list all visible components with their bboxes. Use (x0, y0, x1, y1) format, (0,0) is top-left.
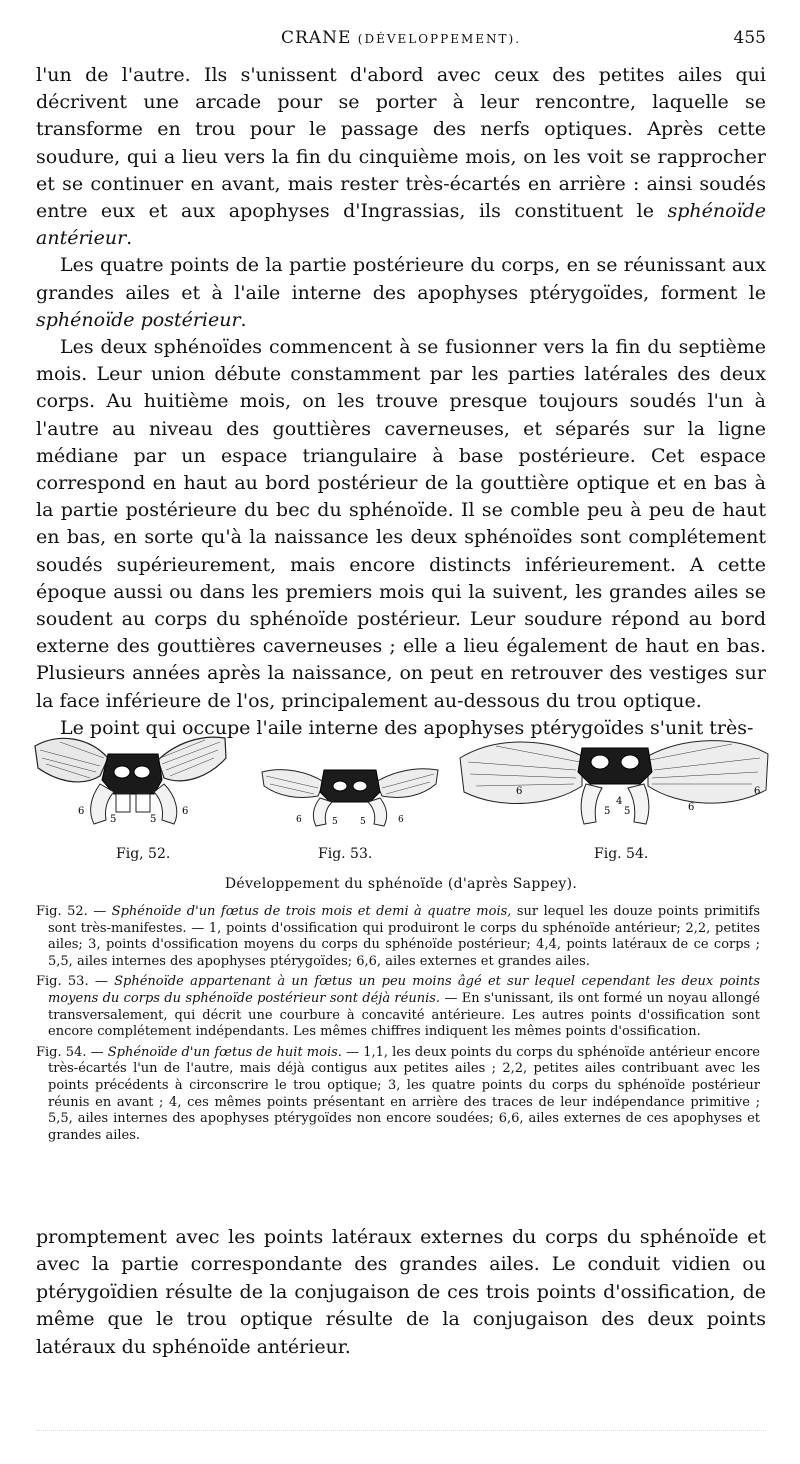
page-number: 455 (733, 28, 766, 48)
figure-52-mark-right: 6 (182, 806, 189, 817)
legend-53-title: Sphénoïde appartenant à un fœtus un peu moins âgé et sur lequel cependant les deux points moyens du corps du sphénoïde postérieur sont déjà réunis. (48, 974, 761, 1006)
figure-52-label: Fig, 52. (116, 846, 171, 862)
legend-52-text: sur lequel les douze points primitifs sont très-manifestes. — 1, points d'ossification qui produiront le corps du sphénoïde antérieur; 2,2, petites ailes; 3, points d'ossification moyens du corps du sphénoïde postérieur; 4,4, points latéraux de ce corps ; 5,5, ailes internes des apophyses ptérygoïdes; 6,6, ailes externes et grandes ailes. (48, 904, 761, 969)
paragraph-1-italic: sphénoïde antérieur (36, 200, 766, 250)
running-title (36, 28, 766, 48)
figure-54-mark-6: 6 (688, 802, 695, 813)
paragraph-1-tail: . (126, 227, 133, 250)
paragraph-2-text: Les quatre points de la partie postérieure du corps, en se réunissant aux grandes ailes et à l'aile interne des apophyses ptérygoïdes, forment le (36, 254, 766, 304)
paragraph-2 (36, 252, 766, 334)
paragraph-3-text: Les deux sphénoïdes commencent à se fusionner vers la fin du septième mois. Leur union débute constamment par les parties latérales des deux corps. Au huitième mois, on les trouve presque toujours soudés l'un à l'autre au niveau des gouttières caverneuses, et séparés sur la ligne médiane par un espace triangulaire à base postérieure. Cet espace correspond en haut au bord postérieur de la gouttière optique et en bas à la partie postérieure du bec du sphénoïde. Il se comble peu à peu de haut en bas, en sorte qu'à la naissance les deux sphénoïdes sont complétement soudés supérieurement, mais encore distincts inférieurement. A cette époque aussi ou dans les premiers mois qui la suivent, les grandes ailes se soudent au corps du sphénoïde postérieur. Leur soudure répond au bord externe des gouttières caverneuses ; elle a lieu également de haut en bas. Plusieurs années après la naissance, on peut en retrouver des vestiges sur la face inférieure de l'os, principalement au-dessous du trou optique. (36, 336, 766, 712)
figure-54-mark-4: 4 (616, 796, 623, 807)
paragraph-2-tail: . (240, 308, 247, 331)
legend-fig-54 (36, 1045, 760, 1145)
paragraph-2-italic: sphénoïde postérieur (36, 308, 241, 331)
figure-53-mark-5b: 5 (360, 817, 366, 827)
legend-53-text: — En s'unissant, ils ont formé un noyau allongé transversalement, qui décrit une courbure à concavité antérieure. Les autres points d'ossification sont encore complétement indépendants. Les mêmes chiffres indiquent les mêmes points d'ossification. (48, 990, 761, 1040)
legend-fig-52 (36, 904, 760, 970)
figures-row (28, 728, 772, 868)
figure-53-mark-left: 6 (296, 815, 302, 825)
legend-54-prefix: Fig. 54. — (36, 1044, 108, 1060)
figure-54-mark-5a: 5 (604, 806, 611, 817)
figure-53-mark-right: 6 (398, 815, 404, 825)
figure-53-label: Fig. 53. (318, 846, 373, 862)
figure-52-mark-5b: 5 (150, 814, 157, 825)
body-text-top (36, 62, 766, 742)
body-text-bottom (36, 1224, 766, 1361)
paragraph-3 (36, 334, 766, 715)
figure-legends (36, 904, 760, 1148)
running-title-main: CRANE (280, 28, 352, 48)
figure-52-illustration (30, 728, 230, 828)
running-title-sub: (DÉVELOPPEMENT). (357, 32, 522, 46)
running-head (36, 28, 766, 58)
legend-52-title: Sphénoïde d'un fœtus de trois mois et demi à quatre mois, (111, 904, 512, 919)
figure-54-mark-5b: 5 (624, 806, 631, 817)
figure-caption: Développement du sphénoïde (d'après Sappey). (224, 876, 578, 892)
footer-rule (36, 1430, 766, 1435)
legend-fig-53 (36, 974, 760, 1040)
figure-54-label: Fig. 54. (594, 846, 649, 862)
figure-54-illustration (456, 728, 772, 828)
paragraph-1 (36, 62, 766, 252)
legend-53-prefix: Fig. 53. — (36, 974, 115, 990)
figure-54-mark-right: 6 (754, 786, 761, 797)
figure-52-mark-5a: 5 (110, 814, 117, 825)
paragraph-bottom: promptement avec les points latéraux externes du corps du sphénoïde et avec la partie correspondante des grandes ailes. Le conduit vidien ou ptérygoïdien résulte de la conjugaison de ces trois points d'ossification, de même que le trou optique résulte de la conjugaison des deux points latéraux du sphénoïde antérieur. (36, 1226, 766, 1358)
paragraph-1-text: l'un de l'autre. Ils s'unissent d'abord avec ceux des petites ailes qui décrivent une arcade pour se porter à leur rencontre, laquelle se transforme en trou pour le passage des nerfs optiques. Après cette soudure, qui a lieu vers la fin du cinquième mois, on les voit se rapprocher et se continuer en avant, mais rester très-écartés en arrière : ainsi soudés entre eux et aux apophyses d'Ingrassias, ils constituent le (36, 64, 766, 223)
figure-53-mark-5a: 5 (332, 817, 338, 827)
legend-52-prefix: Fig. 52. — (36, 904, 112, 919)
legend-54-text: — 1,1, les deux points du corps du sphénoïde antérieur encore très-écartés l'un de l'autre, mais déjà contigus aux petites ailes ; 2,2, petites ailes contribuant avec les points précédents à circonscrire le trou optique; 3, les quatre points du corps du sphénoïde postérieur réunis en avant ; 4, ces mêmes points présentant en arrière des traces de leur indépendance primitive ; 5,5, ailes internes des apophyses ptérygoïdes non encore soudées; 6,6, ailes externes de ces apophyses et grandes ailes. (48, 1044, 760, 1143)
figure-53-illustration (260, 756, 440, 828)
paragraph-4-text: Le point qui occupe l'aile interne des apophyses ptérygoïdes s'unit très- (60, 716, 754, 739)
figure-54-mark-left: 6 (516, 786, 523, 797)
legend-54-title: Sphénoïde d'un fœtus de huit mois. (107, 1044, 342, 1060)
figure-52-mark-left: 6 (78, 806, 85, 817)
